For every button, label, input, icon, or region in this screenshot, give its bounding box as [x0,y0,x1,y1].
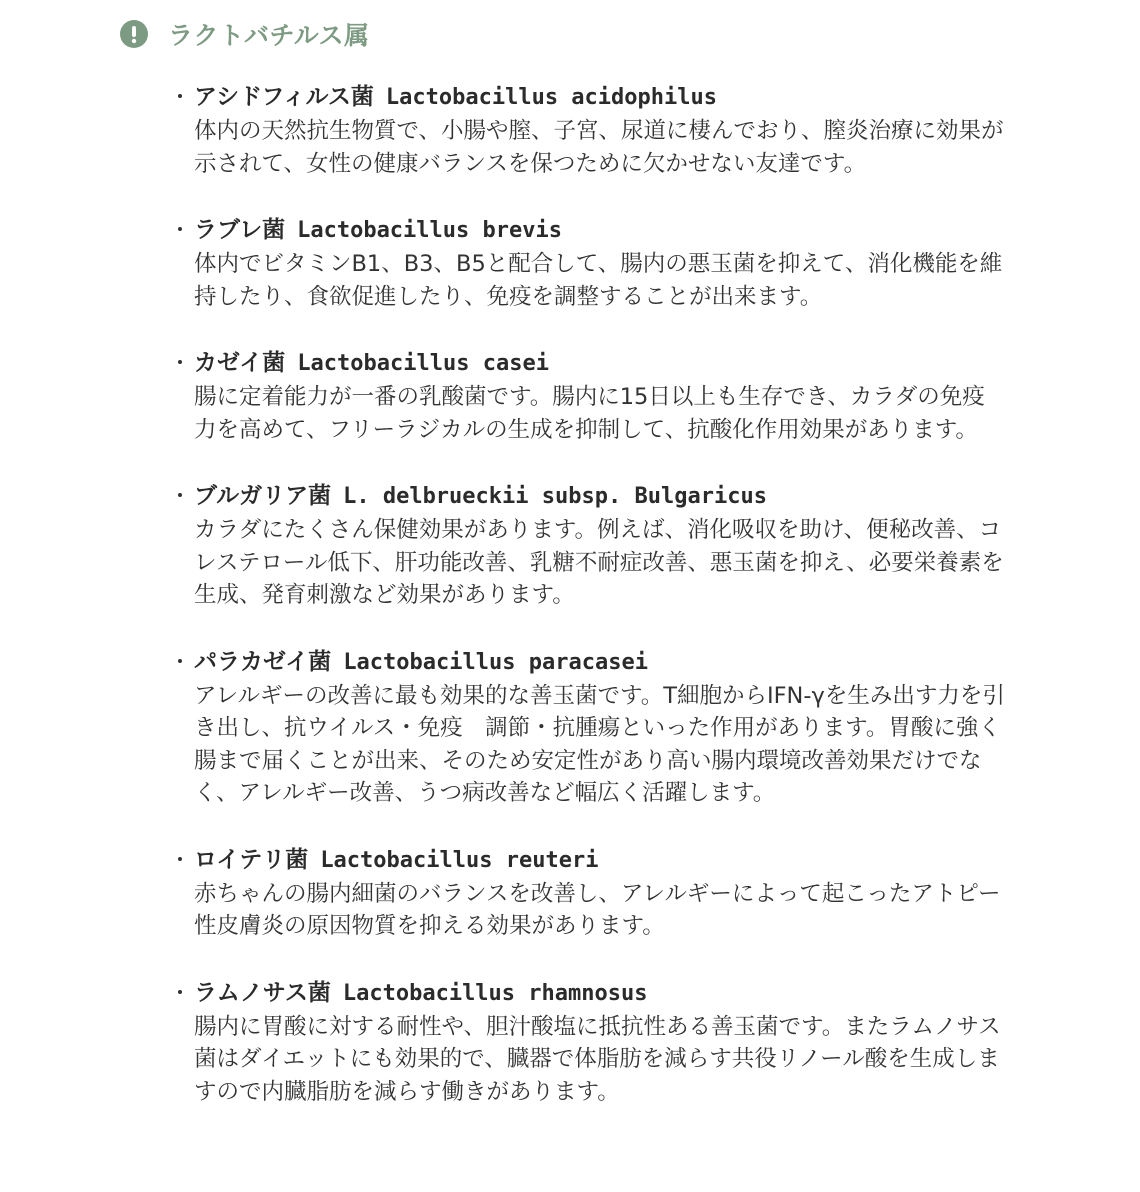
bacteria-description: 腸に定着能力が一番の乳酸菌です。腸内に15日以上も生存でき、カラダの免疫力を高めて、フリーラジカルの生成を抑制して、抗酸化作用効果があります。 [194,384,985,443]
list-item [172,843,1012,943]
entry-title [194,645,1012,680]
entry-title [194,479,1012,514]
bacteria-name-latin: Lactobacillus brevis [297,218,562,243]
bacteria-name-latin: L. delbrueckii subsp. Bulgaricus [343,484,767,509]
bacteria-description: 体内の天然抗生物質で、小腸や膣、子宮、尿道に棲んでおり、膣炎治療に効果が示されて、女性の健康バランスを保つために欠かせない友達です。 [194,118,1004,177]
bacteria-name-latin: Lactobacillus reuteri [320,847,599,873]
bullet-dot [178,659,182,663]
bacteria-name-jp: ラムノサス菌 [194,979,331,1006]
bacteria-name-jp: ラブレ菌 [194,217,286,243]
exclamation-circle-icon [120,20,148,48]
bacteria-name-latin: Lactobacillus paracasei [343,649,648,675]
bullet-dot [178,990,182,994]
bacteria-description: アレルギーの改善に最も効果的な善玉菌です。T細胞からIFN-γを生み出す力を引き出し、抗ウイルス・免疫 調節・抗腫瘍といった作用があります。胃酸に強く腸まで届くことが出来、そのため安定性があり高い腸内環境改善効果だけでなく、アレルギー改善、うつ病改善など幅広く活躍します。 [194,682,1005,806]
bacteria-name-latin: Lactobacillus casei [297,351,549,376]
entry-title [194,213,1012,248]
bacteria-description: 赤ちゃんの腸内細菌のバランスを改善し、アレルギーによって起こったアトピー性皮膚炎の原因物質を抑える効果があります。 [194,880,1001,939]
bullet-dot [178,857,182,861]
bacteria-description: 腸内に胃酸に対する耐性や、胆汁酸塩に抵抗性ある善玉菌です。またラムノサス菌はダイエットにも効果的で、臓器で体脂肪を減らす共役リノール酸を生成しますので内臓脂肪を減らす働きがあります。 [194,1013,1001,1105]
list-item [172,213,1012,313]
list-item [172,976,1012,1109]
bacteria-name-jp: アシドフィルス菌 [194,84,374,110]
section-title: ラクトバチルス属 [168,21,370,50]
bacteria-description: 体内でビタミンB1、B3、B5と配合して、腸内の悪玉菌を抑えて、消化機能を維持したり、食欲促進したり、免疫を調整することが出来ます。 [194,251,1003,310]
bacteria-name-jp: カゼイ菌 [194,350,286,376]
entry-title [194,80,1012,115]
entry-title [194,843,1012,878]
bacteria-name-jp: パラカゼイ菌 [194,648,332,675]
bacteria-list [172,80,1012,1141]
bacteria-name-jp: ロイテリ菌 [194,846,309,873]
bullet-dot [178,493,182,497]
bullet-dot [178,227,182,231]
entry-title [194,976,1012,1011]
bacteria-name-latin: Lactobacillus acidophilus [385,85,718,110]
section-header [120,14,370,54]
entry-title [194,346,1012,381]
bacteria-description: カラダにたくさん保健効果があります。例えば、消化吸収を助け、便秘改善、コレステロール低下、肝功能改善、乳糖不耐症改善、悪玉菌を抑え、必要栄養素を生成、発育刺激など効果があります。 [194,517,1004,608]
list-item [172,346,1012,446]
list-item [172,645,1012,810]
bacteria-name-latin: Lactobacillus rhamnosus [342,980,648,1006]
bacteria-name-jp: ブルガリア菌 [194,483,332,509]
list-item [172,80,1012,180]
bullet-dot [178,94,182,98]
list-item [172,479,1012,612]
bullet-dot [178,360,182,364]
